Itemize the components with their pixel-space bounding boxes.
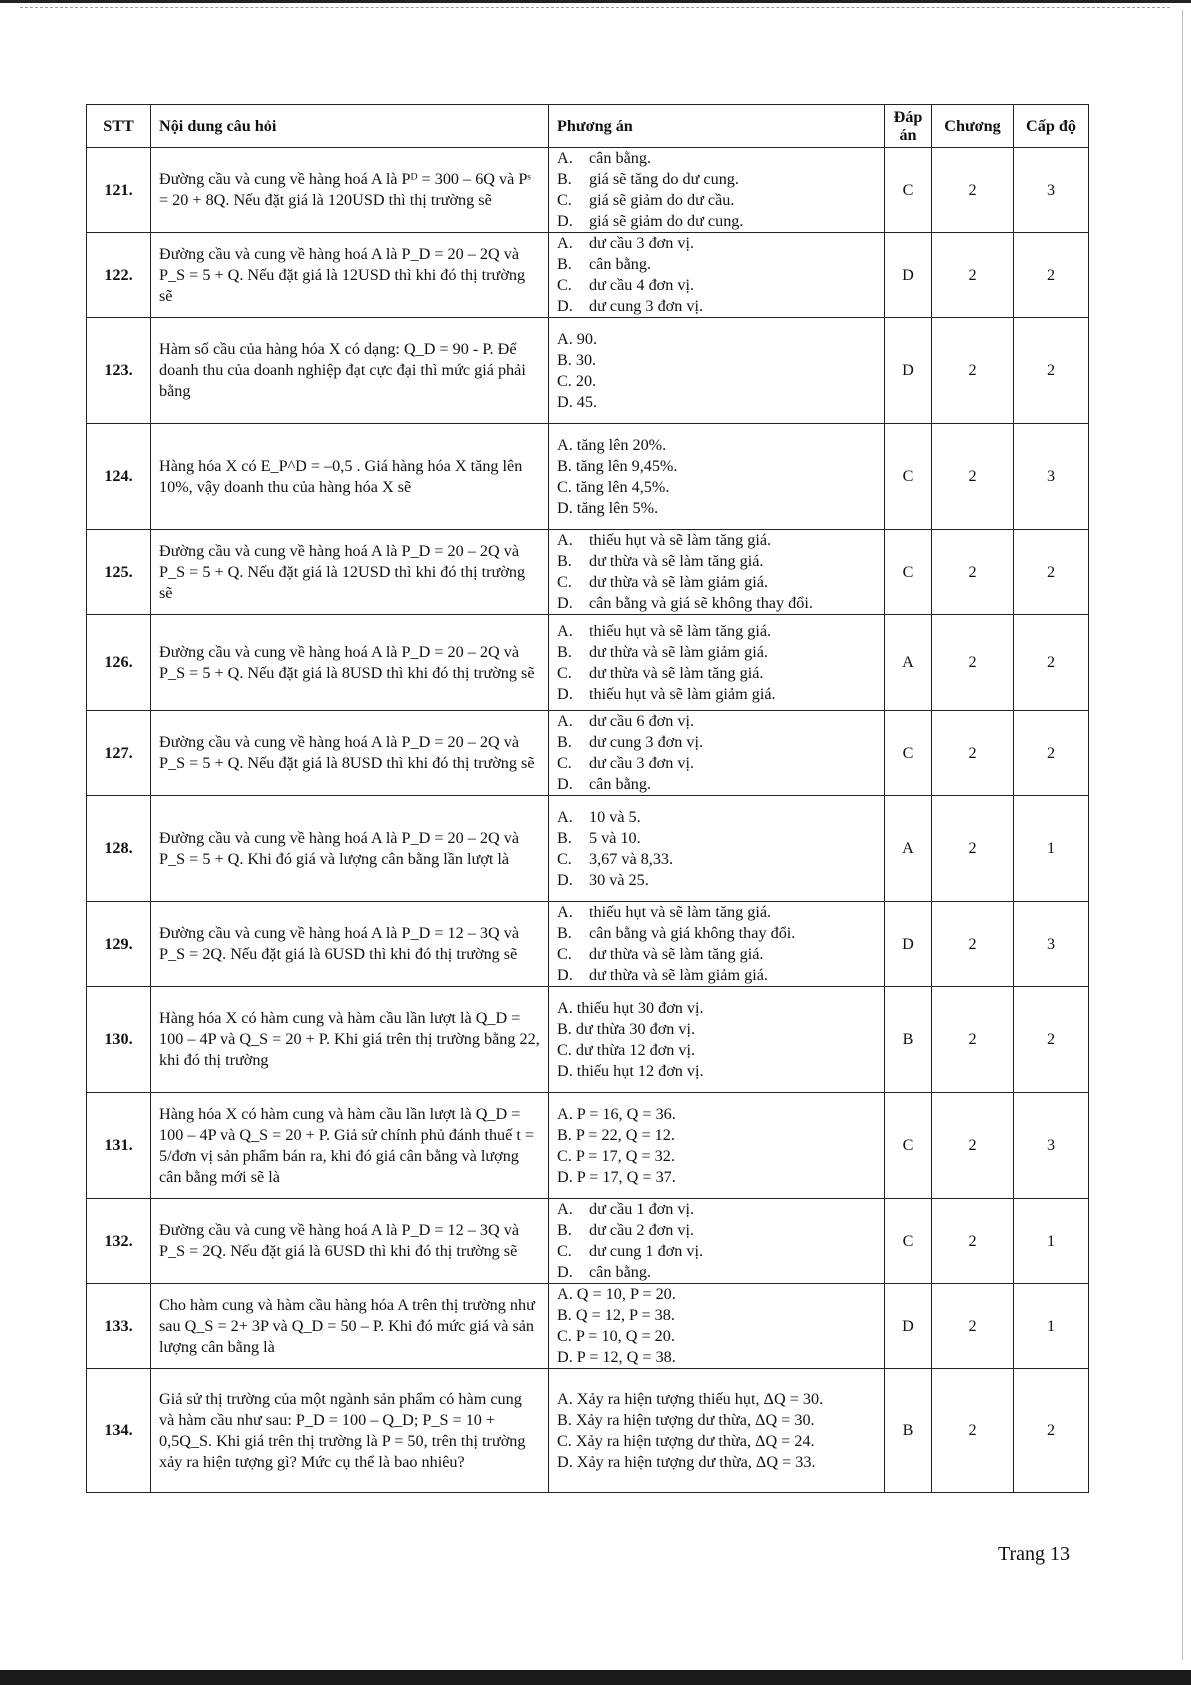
chapter-cell: 2 [932, 987, 1014, 1093]
option-letter: C. [557, 477, 572, 496]
level-cell: 3 [1014, 148, 1089, 233]
option-text: P = 22, Q = 12. [575, 1125, 675, 1144]
question-text: Đường cầu và cung về hàng hoá A là P_D = 20 – 2Q và P_S = 5 + Q. Nếu đặt giá là 8USD thì khi đó thị trường sẽ [151, 711, 549, 796]
answer-cell: D [885, 902, 932, 987]
option-item [557, 753, 880, 774]
option-text: 30 và 25. [589, 870, 649, 889]
option-letter: D. [557, 684, 573, 703]
option-letter: A. [557, 1104, 573, 1123]
option-item [557, 530, 880, 551]
option-letter: C. [557, 573, 572, 591]
bottom-scan-border [0, 1670, 1191, 1685]
option-text: dư thừa và sẽ làm giảm giá. [589, 573, 768, 591]
option-letter: B. [557, 924, 572, 942]
options-list [557, 148, 880, 232]
option-text: 3,67 và 8,33. [589, 849, 674, 868]
question-text: Đường cầu và cung về hàng hoá A là P_D = 20 – 2Q và P_S = 5 + Q. Nếu đặt giá là 12USD thì khi đó thị trường sẽ [151, 233, 549, 318]
option-text: thiếu hụt và sẽ làm tăng giá. [589, 531, 772, 549]
option-text: dư thừa 30 đơn vị. [575, 1019, 696, 1038]
option-item [557, 593, 880, 614]
options-list [557, 998, 880, 1082]
options-list [557, 1284, 880, 1368]
table-row [87, 233, 1089, 318]
question-number: 122. [87, 233, 151, 318]
option-text: thiếu hụt và sẽ làm tăng giá. [589, 903, 772, 921]
option-letter: C. [557, 191, 572, 209]
option-text: dư cầu 3 đơn vị. [589, 234, 694, 252]
options-cell [549, 987, 885, 1093]
option-item [557, 190, 880, 211]
question-text: Hàng hóa X có hàm cung và hàm cầu lần lượt là Q_D = 100 – 4P và Q_S = 20 + P. Giả sử chính phủ đánh thuế t = 5/đơn vị sản phẩm bán ra, khi đó giá cân bằng và lượng cân bằng mới sẽ là [151, 1093, 549, 1199]
options-list [557, 530, 880, 614]
option-item [557, 1410, 880, 1431]
option-item [557, 774, 880, 795]
option-item [557, 1125, 880, 1146]
option-item [557, 275, 880, 296]
option-text: dư cung 3 đơn vị. [589, 297, 704, 315]
level-cell: 2 [1014, 318, 1089, 424]
table-row [87, 1199, 1089, 1284]
option-letter: B. [557, 350, 572, 369]
question-number: 134. [87, 1369, 151, 1493]
option-letter: C. [557, 754, 572, 772]
level-cell: 2 [1014, 615, 1089, 711]
option-letter: A. [557, 712, 573, 730]
option-letter: A. [557, 807, 573, 826]
option-text: 20. [575, 371, 597, 390]
option-text: P = 17, Q = 32. [575, 1146, 675, 1165]
level-cell: 1 [1014, 1199, 1089, 1284]
table-row [87, 148, 1089, 233]
option-text: Xảy ra hiện tượng dư thừa, ΔQ = 30. [575, 1410, 815, 1429]
option-text: giá sẽ tăng do dư cung. [589, 170, 739, 188]
option-letter: B. [557, 1221, 572, 1239]
option-text: dư cung 3 đơn vị. [589, 733, 704, 751]
answer-cell: D [885, 233, 932, 318]
options-cell [549, 1369, 885, 1493]
answer-cell: B [885, 987, 932, 1093]
option-text: Xảy ra hiện tượng thiếu hụt, ΔQ = 30. [576, 1389, 824, 1408]
option-letter: B. [557, 733, 572, 751]
option-item [557, 1146, 880, 1167]
option-text: Xảy ra hiện tượng dư thừa, ΔQ = 24. [575, 1431, 815, 1450]
option-letter: D. [557, 212, 573, 230]
chapter-cell: 2 [932, 424, 1014, 530]
top-dashed-rule [20, 7, 1170, 8]
header-level: Cấp độ [1014, 105, 1089, 148]
option-item [557, 902, 880, 923]
option-item [557, 849, 880, 870]
answer-cell: C [885, 1199, 932, 1284]
page-number: Trang 13 [998, 1543, 1071, 1565]
table-row [87, 424, 1089, 530]
chapter-cell: 2 [932, 1199, 1014, 1284]
question-text: Đường cầu và cung về hàng hoá A là P_D = 20 – 2Q và P_S = 5 + Q. Nếu đặt giá là 8USD thì khi đó thị trường sẽ [151, 615, 549, 711]
answer-cell: C [885, 424, 932, 530]
option-text: dư cung 1 đơn vị. [589, 1242, 704, 1260]
option-letter: D. [557, 594, 573, 612]
option-text: cân bằng và giá không thay đổi. [589, 924, 796, 942]
options-list [557, 1104, 880, 1188]
option-text: dư thừa và sẽ làm giảm giá. [589, 966, 768, 984]
question-number: 124. [87, 424, 151, 530]
option-text: tăng lên 20%. [576, 435, 667, 454]
header-stt: STT [87, 105, 151, 148]
chapter-cell: 2 [932, 1284, 1014, 1369]
option-item [557, 1040, 880, 1061]
option-item [557, 169, 880, 190]
option-text: dư cầu 3 đơn vị. [589, 754, 694, 772]
level-cell: 2 [1014, 1369, 1089, 1493]
option-text: 90. [576, 329, 597, 348]
question-table [86, 104, 1089, 1493]
options-cell [549, 233, 885, 318]
chapter-cell: 2 [932, 318, 1014, 424]
options-cell [549, 902, 885, 987]
question-number: 125. [87, 530, 151, 615]
chapter-cell: 2 [932, 233, 1014, 318]
level-cell: 1 [1014, 796, 1089, 902]
question-text: Đường cầu và cung về hàng hoá A là Pᴰ = 300 – 6Q và Pˢ = 20 + 8Q. Nếu đặt giá là 120USD thì thị trường sẽ [151, 148, 549, 233]
header-answer: Đáp án [885, 105, 932, 148]
option-text: Xảy ra hiện tượng dư thừa, ΔQ = 33. [576, 1452, 816, 1471]
option-letter: A. [557, 149, 573, 167]
option-letter: B. [557, 552, 572, 570]
option-text: cân bằng. [589, 255, 652, 273]
option-item [557, 435, 880, 456]
option-text: P = 10, Q = 20. [575, 1327, 675, 1345]
option-item [557, 807, 880, 828]
option-letter: D. [557, 297, 573, 315]
question-text: Đường cầu và cung về hàng hoá A là P_D = 12 – 3Q và P_S = 2Q. Nếu đặt giá là 6USD thì khi đó thị trường sẽ [151, 902, 549, 987]
answer-cell: D [885, 1284, 932, 1369]
option-letter: D. [557, 966, 573, 984]
option-item [557, 498, 880, 519]
option-item [557, 711, 880, 732]
question-text: Đường cầu và cung về hàng hoá A là P_D = 20 – 2Q và P_S = 5 + Q. Nếu đặt giá là 12USD thì khi đó thị trường sẽ [151, 530, 549, 615]
option-text: dư cầu 2 đơn vị. [589, 1221, 694, 1239]
options-list [557, 233, 880, 317]
option-item [557, 1061, 880, 1082]
option-item [557, 684, 880, 705]
option-item [557, 732, 880, 753]
answer-cell: C [885, 148, 932, 233]
question-text: Đường cầu và cung về hàng hoá A là P_D = 12 – 3Q và P_S = 2Q. Nếu đặt giá là 6USD thì khi đó thị trường sẽ [151, 1199, 549, 1284]
option-text: thiếu hụt 12 đơn vị. [576, 1061, 704, 1080]
header-chapter: Chương [932, 105, 1014, 148]
option-text: 5 và 10. [589, 828, 641, 847]
option-letter: C. [557, 371, 572, 390]
question-number: 121. [87, 148, 151, 233]
option-letter: B. [557, 1306, 572, 1324]
level-cell: 3 [1014, 902, 1089, 987]
answer-cell: A [885, 796, 932, 902]
options-cell [549, 424, 885, 530]
option-text: tăng lên 9,45%. [575, 456, 678, 475]
option-item [557, 456, 880, 477]
option-item [557, 965, 880, 986]
option-letter: A. [557, 435, 573, 454]
question-text: Cho hàm cung và hàm cầu hàng hóa A trên thị trường như sau Q_S = 2+ 3P và Q_D = 50 – P. Khi đó mức giá và sản lượng cân bằng là [151, 1284, 549, 1369]
answer-cell: C [885, 1093, 932, 1199]
option-letter: A. [557, 998, 573, 1017]
option-item [557, 1389, 880, 1410]
answer-cell: C [885, 711, 932, 796]
table-row [87, 1093, 1089, 1199]
option-item [557, 642, 880, 663]
level-cell: 1 [1014, 1284, 1089, 1369]
option-letter: A. [557, 1389, 573, 1408]
option-letter: B. [557, 828, 572, 847]
chapter-cell: 2 [932, 796, 1014, 902]
chapter-cell: 2 [932, 902, 1014, 987]
option-item [557, 329, 880, 350]
option-letter: C. [557, 276, 572, 294]
level-cell: 2 [1014, 987, 1089, 1093]
option-text: cân bằng. [589, 775, 652, 793]
option-item [557, 923, 880, 944]
option-item [557, 621, 880, 642]
question-text: Hàm số cầu của hàng hóa X có dạng: Q_D = 90 - P. Để doanh thu của doanh nghiệp đạt cực đại thì mức giá phải bằng [151, 318, 549, 424]
answer-cell: B [885, 1369, 932, 1493]
table-row [87, 615, 1089, 711]
option-letter: D. [557, 392, 573, 411]
option-item [557, 1305, 880, 1326]
options-list [557, 1199, 880, 1283]
option-text: Q = 10, P = 20. [576, 1285, 676, 1303]
option-letter: C. [557, 1431, 572, 1450]
chapter-cell: 2 [932, 1093, 1014, 1199]
options-cell [549, 1284, 885, 1369]
option-text: 10 và 5. [589, 807, 641, 826]
options-cell [549, 530, 885, 615]
option-item [557, 477, 880, 498]
option-text: dư thừa và sẽ làm tăng giá. [589, 945, 764, 963]
option-item [557, 233, 880, 254]
option-letter: C. [557, 849, 572, 868]
option-item [557, 1167, 880, 1188]
option-letter: B. [557, 1410, 572, 1429]
option-letter: A. [557, 1200, 573, 1218]
option-text: P = 12, Q = 38. [576, 1348, 676, 1366]
option-text: giá sẽ giảm do dư cung. [589, 212, 744, 230]
option-text: dư thừa 12 đơn vị. [575, 1040, 696, 1059]
option-text: thiếu hụt 30 đơn vị. [576, 998, 704, 1017]
option-letter: A. [557, 234, 573, 252]
option-letter: A. [557, 903, 573, 921]
option-item [557, 828, 880, 849]
options-list [557, 807, 880, 891]
options-cell [549, 711, 885, 796]
option-letter: D. [557, 1263, 573, 1281]
question-text: Hàng hóa X có hàm cung và hàm cầu lần lượt là Q_D = 100 – 4P và Q_S = 20 + P. Khi giá trên thị trường bằng 22, khi đó thị trường [151, 987, 549, 1093]
option-text: P = 16, Q = 36. [576, 1104, 676, 1123]
option-text: tăng lên 5%. [576, 498, 659, 517]
level-cell: 2 [1014, 233, 1089, 318]
options-list [557, 902, 880, 986]
question-text: Hàng hóa X có E_P^D = –0,5 . Giá hàng hóa X tăng lên 10%, vậy doanh thu của hàng hóa X sẽ [151, 424, 549, 530]
options-cell [549, 1093, 885, 1199]
option-item [557, 1284, 880, 1305]
question-number: 123. [87, 318, 151, 424]
options-list [557, 621, 880, 705]
option-letter: D. [557, 498, 573, 517]
option-text: Q = 12, P = 38. [575, 1306, 675, 1324]
option-letter: D. [557, 1167, 573, 1186]
option-item [557, 254, 880, 275]
question-number: 130. [87, 987, 151, 1093]
option-item [557, 551, 880, 572]
option-text: dư thừa và sẽ làm giảm giá. [589, 642, 768, 661]
option-item [557, 870, 880, 891]
table-row [87, 1284, 1089, 1369]
option-item [557, 1452, 880, 1473]
right-scan-edge [1182, 10, 1183, 1660]
option-letter: D. [557, 1061, 573, 1080]
option-item [557, 1431, 880, 1452]
option-item [557, 1241, 880, 1262]
option-letter: A. [557, 329, 573, 348]
header-question: Nội dung câu hỏi [151, 105, 549, 148]
option-letter: D. [557, 1348, 573, 1366]
options-cell [549, 148, 885, 233]
option-text: dư cầu 1 đơn vị. [589, 1200, 694, 1218]
option-letter: B. [557, 1019, 572, 1038]
options-cell [549, 1199, 885, 1284]
question-number: 132. [87, 1199, 151, 1284]
level-cell: 3 [1014, 1093, 1089, 1199]
option-item [557, 1019, 880, 1040]
option-item [557, 1199, 880, 1220]
option-letter: C. [557, 1146, 572, 1165]
level-cell: 2 [1014, 530, 1089, 615]
options-cell [549, 318, 885, 424]
option-item [557, 350, 880, 371]
table-header-row [87, 105, 1089, 148]
option-text: P = 17, Q = 37. [576, 1167, 676, 1186]
option-letter: A. [557, 531, 573, 549]
answer-cell: C [885, 530, 932, 615]
option-letter: B. [557, 642, 572, 661]
option-item [557, 1326, 880, 1347]
chapter-cell: 2 [932, 615, 1014, 711]
chapter-cell: 2 [932, 530, 1014, 615]
options-cell [549, 796, 885, 902]
option-letter: D. [557, 775, 573, 793]
question-number: 133. [87, 1284, 151, 1369]
option-item [557, 148, 880, 169]
option-item [557, 392, 880, 413]
chapter-cell: 2 [932, 148, 1014, 233]
option-text: cân bằng. [589, 1263, 652, 1281]
option-letter: C. [557, 1327, 572, 1345]
option-text: 30. [575, 350, 597, 369]
option-item [557, 296, 880, 317]
option-item [557, 211, 880, 232]
option-letter: D. [557, 870, 573, 889]
table-row [87, 902, 1089, 987]
option-item [557, 1104, 880, 1125]
option-letter: B. [557, 456, 572, 475]
option-letter: C. [557, 945, 572, 963]
option-letter: C. [557, 1242, 572, 1260]
option-item [557, 998, 880, 1019]
question-number: 129. [87, 902, 151, 987]
question-number: 127. [87, 711, 151, 796]
option-letter: D. [557, 1452, 573, 1471]
options-list [557, 435, 880, 519]
option-text: dư cầu 4 đơn vị. [589, 276, 694, 294]
options-list [557, 329, 880, 413]
question-number: 126. [87, 615, 151, 711]
option-item [557, 1347, 880, 1368]
table-row [87, 1369, 1089, 1493]
table-row [87, 318, 1089, 424]
option-text: thiếu hụt và sẽ làm giảm giá. [589, 684, 776, 703]
options-list [557, 1389, 880, 1473]
question-number: 128. [87, 796, 151, 902]
answer-cell: D [885, 318, 932, 424]
top-scan-border [0, 0, 1191, 3]
option-item [557, 663, 880, 684]
options-cell [549, 615, 885, 711]
option-text: tăng lên 4,5%. [575, 477, 670, 496]
option-text: dư thừa và sẽ làm tăng giá. [589, 663, 764, 682]
option-letter: B. [557, 1125, 572, 1144]
option-text: cân bằng. [589, 149, 652, 167]
option-text: cân bằng và giá sẽ không thay đổi. [589, 594, 813, 612]
chapter-cell: 2 [932, 711, 1014, 796]
option-letter: B. [557, 255, 572, 273]
option-letter: A. [557, 621, 573, 640]
table-row [87, 530, 1089, 615]
option-text: giá sẽ giảm do dư cầu. [589, 191, 735, 209]
level-cell: 2 [1014, 711, 1089, 796]
option-letter: B. [557, 170, 572, 188]
option-letter: C. [557, 663, 572, 682]
chapter-cell: 2 [932, 1369, 1014, 1493]
level-cell: 3 [1014, 424, 1089, 530]
option-item [557, 944, 880, 965]
header-options: Phương án [549, 105, 885, 148]
option-letter: C. [557, 1040, 572, 1059]
option-item [557, 371, 880, 392]
question-text: Giả sử thị trường của một ngành sản phẩm có hàm cung và hàm cầu như sau: P_D = 100 – Q_D; P_S = 10 + 0,5Q_S. Khi giá trên thị trường là P = 50, trên thị trường xảy ra hiện tượng gì? Mức cụ thể là bao nhiêu? [151, 1369, 549, 1493]
option-text: dư cầu 6 đơn vị. [589, 712, 694, 730]
answer-cell: A [885, 615, 932, 711]
table-row [87, 711, 1089, 796]
option-letter: A. [557, 1285, 573, 1303]
question-text: Đường cầu và cung về hàng hoá A là P_D = 20 – 2Q và P_S = 5 + Q. Khi đó giá và lượng cân bằng lần lượt là [151, 796, 549, 902]
option-text: 45. [576, 392, 597, 411]
options-list [557, 711, 880, 795]
option-text: thiếu hụt và sẽ làm tăng giá. [589, 621, 772, 640]
table-row [87, 987, 1089, 1093]
option-item [557, 572, 880, 593]
table-row [87, 796, 1089, 902]
option-text: dư thừa và sẽ làm tăng giá. [589, 552, 764, 570]
question-number: 131. [87, 1093, 151, 1199]
option-item [557, 1262, 880, 1283]
option-item [557, 1220, 880, 1241]
